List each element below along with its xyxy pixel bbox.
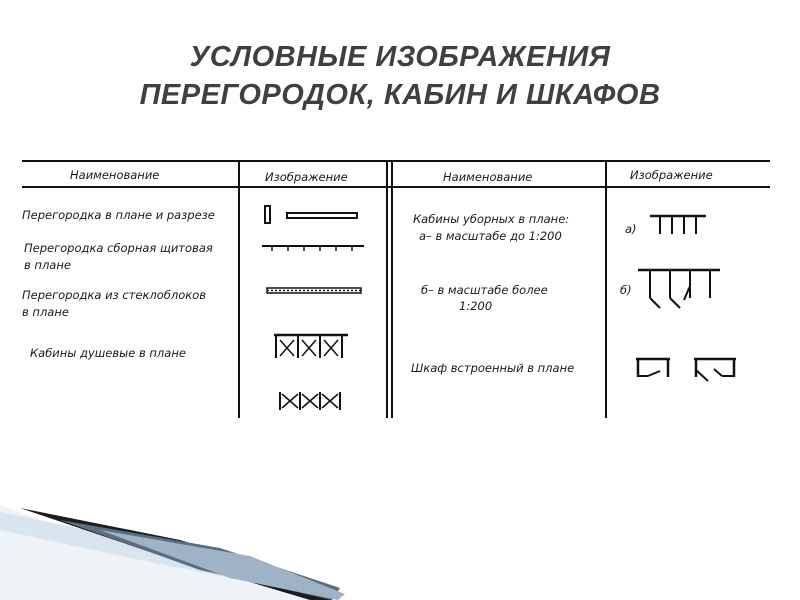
row-partition-plan-section-label: Перегородка в плане и разрезе <box>22 208 215 222</box>
header-name-right: Наименование <box>443 170 533 184</box>
row-glass-block-label-2: в плане <box>22 305 69 319</box>
title-line-2: ПЕРЕГОРОДОК, КАБИН И ШКАФОВ <box>139 79 661 111</box>
row-toilet-large-label-2: 1:200 <box>459 299 493 313</box>
row-cabinet-label: Шкаф встроенный в плане <box>411 361 575 375</box>
row-prefab-partition-label-1: Перегородка сборная щитовая <box>24 241 213 255</box>
row-prefab-partition-label-2: в плане <box>24 258 71 272</box>
row-toilet-cabins-a-marker: а) <box>625 222 637 236</box>
row-toilet-large-label-1: б– в масштабе более <box>421 283 548 297</box>
header-image-right: Изображение <box>630 168 713 182</box>
row-toilet-cabins-label-1: Кабины уборных в плане: <box>413 212 570 226</box>
header-image-left: Изображение <box>265 170 348 184</box>
row-shower-cabins-label: Кабины душевые в плане <box>30 346 186 360</box>
row-glass-block-label-1: Перегородка из стеклоблоков <box>22 288 207 302</box>
row-toilet-cabins-label-2: а– в масштабе до 1:200 <box>419 229 562 243</box>
row-toilet-cabins-b-marker: б) <box>620 283 632 297</box>
header-name-left: Наименование <box>70 168 160 182</box>
title-line-1: УСЛОВНЫЕ ИЗОБРАЖЕНИЯ <box>189 41 611 73</box>
